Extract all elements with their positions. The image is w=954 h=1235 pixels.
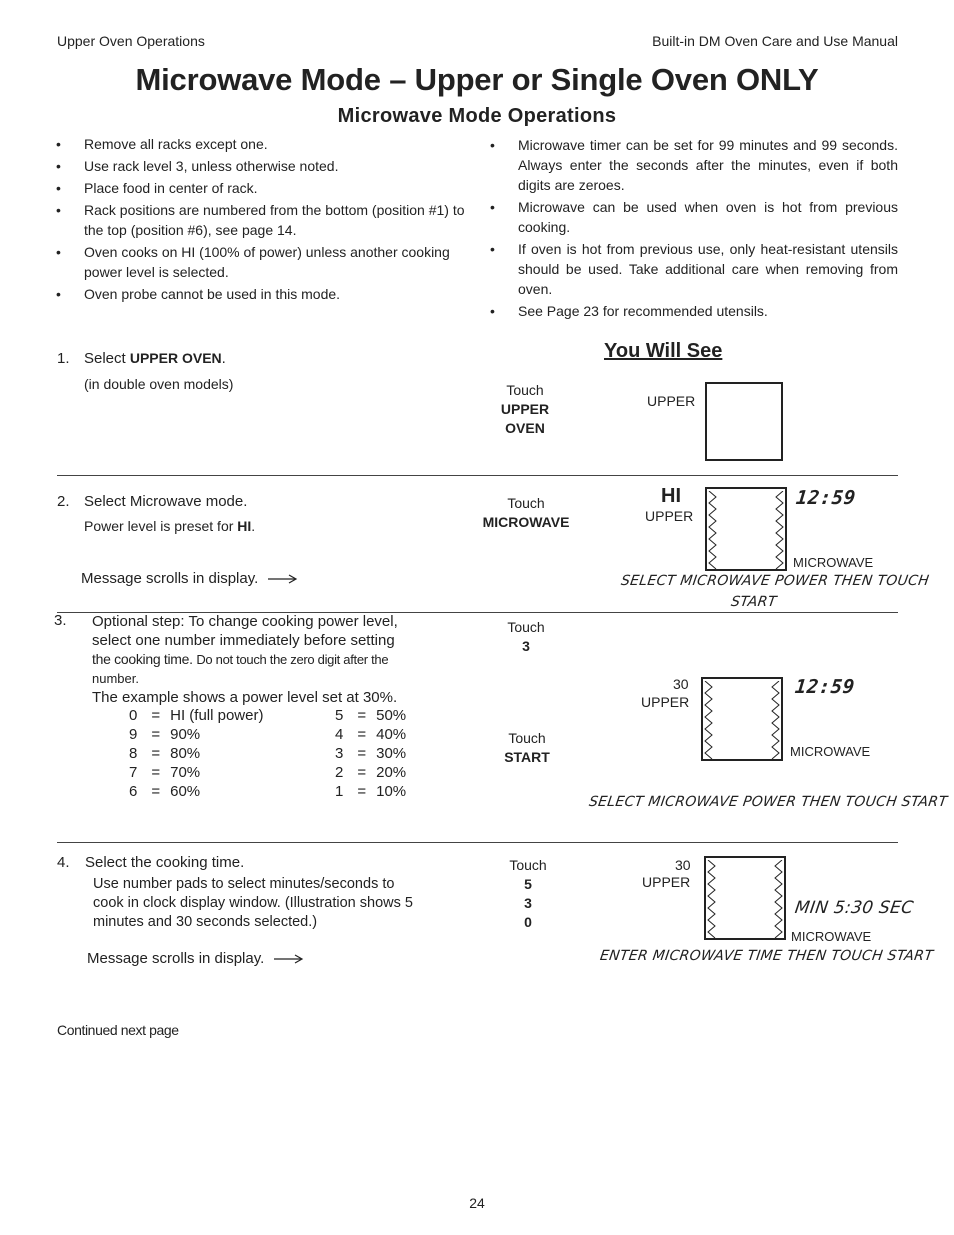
power-level-row: 9 = 90% [129,726,201,743]
step4-number: 4. [57,854,70,871]
oven-display-window [704,856,786,940]
wave-icon [704,681,714,761]
step4-touch: Touch 5 3 0 [473,856,583,932]
display-upper-label: UPPER [641,694,690,710]
number-key-5: 5 [524,876,532,892]
display-mode-label: MICROWAVE [791,929,872,944]
list-item: • Microwave timer can be set for 99 minutes and 99 seconds. Always enter the seconds after the minutes, even if both digits are zeroes. [490,135,898,195]
step3-number: 3. [54,612,67,629]
step4-message: Message scrolls in display. [87,950,304,967]
oven-display-window [701,677,783,761]
header-right: Built-in DM Oven Care and Use Manual [652,33,898,49]
scroll-message: SELECT MICROWAVE POWER THEN TOUCH START [587,794,949,810]
step1-number: 1. [57,350,70,367]
display-hi: HI [661,485,681,507]
list-item: • Rack positions are numbered from the bottom (position #1) to the top (position #6), see page 14. [56,200,468,240]
step1-text: Select UPPER OVEN. [84,350,226,367]
power-levels-left [129,706,263,801]
wave-icon [707,860,717,940]
scroll-message: SELECT MICROWAVE POWER THEN TOUCH [619,573,931,589]
power-level-row: 1 = 10% [335,783,407,800]
divider [57,475,898,476]
power-level-row: 0 = HI (full power) [129,707,264,724]
page-number: 24 [469,1195,485,1211]
scroll-message: ENTER MICROWAVE TIME THEN TOUCH START [598,948,935,964]
microwave-key: MICROWAVE [482,514,570,530]
number-key-3: 3 [522,638,530,654]
list-item: • Use rack level 3, unless otherwise noted. [56,156,468,176]
list-item: • Microwave can be used when oven is hot from previous cooking. [490,197,898,237]
wave-icon [708,491,718,571]
header-left: Upper Oven Operations [57,33,205,49]
bullet-list-left [56,134,468,306]
you-will-see-heading: You Will See [604,340,723,362]
step2-subtext: Power level is preset for HI. [84,518,256,534]
power-levels-right [335,706,406,801]
step3-touch-start: Touch START [472,729,582,767]
bullet-list-right [490,135,898,323]
list-item: • Remove all racks except one. [56,134,468,154]
power-level-row: 2 = 20% [335,764,407,781]
display-upper-label: UPPER [645,508,694,524]
step1-subtext: (in double oven models) [84,376,234,392]
step4-text: Select the cooking time. [85,854,245,871]
power-level-row: 3 = 30% [335,745,407,762]
step3-text: Optional step: To change cooking power level, select one number immediately before setting the cooking time. Do not touch the zero digit after the number. The example shows a power level set at 30%. [92,613,398,706]
wave-icon [770,681,780,761]
step2-touch: Touch MICROWAVE [471,494,581,532]
display-power: 30 [673,676,689,692]
power-level-row: 6 = 60% [129,783,201,800]
list-item: • If oven is hot from previous use, only heat-resistant utensils should be used. Take additional care when removing from oven. [490,239,898,299]
divider [57,842,898,843]
list-item: • Oven cooks on HI (100% of power) unless another cooking power level is selected. [56,242,468,282]
continued-note: Continued next page [57,1022,179,1038]
start-key: START [504,749,550,765]
arrow-right-icon [274,954,304,964]
step1-touch: Touch UPPER OVEN [470,381,580,438]
page-title: Microwave Mode – Upper or Single Oven ONLY [135,62,819,97]
step2-number: 2. [57,493,70,510]
upper-oven-key: UPPER [500,401,550,417]
display-power: 30 [675,857,691,873]
scroll-message-line2: START [729,594,778,610]
upper-oven-key-line2: OVEN [505,420,545,436]
display-upper-label: UPPER [642,874,691,890]
arrow-right-icon [268,574,298,584]
section-subtitle: Microwave Mode Operations [337,105,617,127]
number-key-0: 0 [524,914,532,930]
step2-message: Message scrolls in display. [81,570,298,587]
display-mode-label: MICROWAVE [790,744,871,759]
oven-display-window [705,382,783,461]
power-level-row: 4 = 40% [335,726,407,743]
power-level-row: 5 = 50% [335,707,407,724]
wave-icon [773,860,783,940]
display-clock: 12:59 [793,676,856,698]
wave-icon [774,491,784,571]
display-mode-label: MICROWAVE [793,555,874,570]
display-clock: 12:59 [794,487,857,509]
step3-touch-number: Touch 3 [471,618,581,656]
display-upper-label: UPPER [647,393,696,409]
number-key-3: 3 [524,895,532,911]
list-item: • Oven probe cannot be used in this mode. [56,284,468,304]
power-level-row: 7 = 70% [129,764,201,781]
list-item: • Place food in center of rack. [56,178,468,198]
list-item: • See Page 23 for recommended utensils. [490,301,898,321]
power-level-row: 8 = 80% [129,745,201,762]
step4-subtext: Use number pads to select minutes/seconds to cook in clock display window. (Illustration shows 5 minutes and 30 seconds selected.) [93,876,413,930]
step2-text: Select Microwave mode. [84,493,248,510]
oven-display-window [705,487,787,571]
display-cook-time: MIN 5:30 SEC [793,898,915,918]
